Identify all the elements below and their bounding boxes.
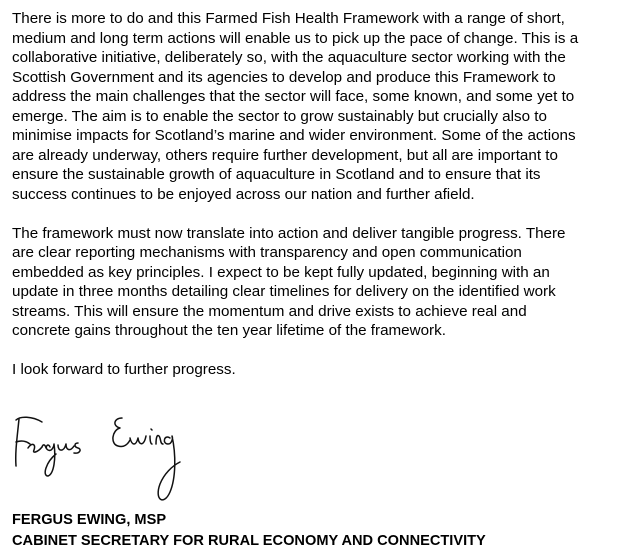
handwritten-signature bbox=[10, 414, 210, 510]
paragraph-line: concrete gains throughout the ten year lifetime of the framework. bbox=[12, 322, 446, 339]
closing-line: I look forward to further progress. bbox=[12, 361, 236, 378]
paragraph-line: ensure the sustainable growth of aquaculture in Scotland and to ensure that its bbox=[12, 166, 541, 183]
paragraph-line: update in three months detailing clear timelines for delivery on the identified work bbox=[12, 283, 556, 300]
paragraph-2 bbox=[12, 224, 612, 341]
paragraph-line: streams. This will ensure the momentum and drive exists to achieve real and bbox=[12, 302, 527, 320]
letter-body bbox=[12, 9, 612, 380]
paragraph-line: address the main challenges that the sector will face, some known, and some yet to bbox=[12, 88, 575, 105]
paragraph-line: are clear reporting mechanisms with transparency and open communication bbox=[12, 244, 522, 261]
paragraph-line: medium and long term actions will enable us to pick up the pace of change. This is a bbox=[12, 29, 579, 47]
paragraph-line: Scottish Government and its agencies to develop and produce this Framework to bbox=[12, 68, 556, 86]
paragraph-line: collaborative initiative, deliberately so, with the aquaculture sector working with the bbox=[12, 49, 566, 66]
paragraph-line: The framework must now translate into action and deliver tangible progress. There bbox=[12, 224, 566, 242]
paragraph-line: minimise impacts for Scotland’s marine and wider environment. Some of the actions bbox=[12, 127, 576, 144]
signatory-name: FERGUS EWING, MSP bbox=[12, 512, 167, 528]
paragraph-line: There is more to do and this Farmed Fish Health Framework with a range of short, bbox=[12, 10, 565, 27]
paragraph-line: emerge. The aim is to enable the sector to grow sustainably but crucially also to bbox=[12, 107, 547, 125]
paragraph-line: embedded as key principles. I expect to be kept fully updated, beginning with an bbox=[12, 263, 550, 281]
paragraph-line: success continues to be enjoyed across our nation and further afield. bbox=[12, 185, 475, 203]
paragraph-1 bbox=[12, 9, 612, 204]
signatory-title: CABINET SECRETARY FOR RURAL ECONOMY AND CONNECTIVITY bbox=[12, 533, 486, 549]
paragraph-line: are already underway, others require further development, but all are important to bbox=[12, 146, 558, 164]
